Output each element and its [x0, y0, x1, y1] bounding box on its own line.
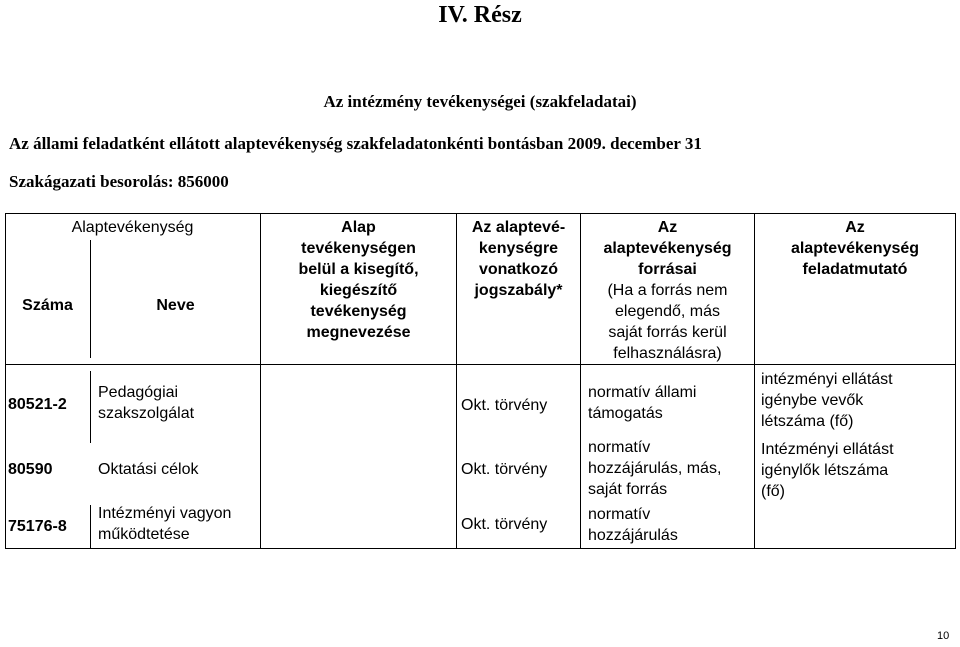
- header-sources: Az alaptevékenység forrásai (Ha a forrás nem elegendő, más saját forrás kerül felhasználásra): [603, 219, 732, 362]
- row2-number: 80590: [8, 461, 53, 478]
- table-border-left: [5, 213, 6, 549]
- row3-sources: normatív hozzájárulás: [588, 506, 678, 544]
- col-divider: [90, 371, 91, 443]
- classification: Szakágazati besorolás: 856000: [9, 172, 229, 191]
- row2-legislation: Okt. törvény: [461, 461, 548, 478]
- header-main-activity: Alaptevékenység: [71, 219, 194, 236]
- part-title: IV. Rész: [438, 2, 522, 28]
- row2-sources: normatív hozzájárulás, más, saját forrás: [588, 439, 722, 498]
- row2-indicator: Intézményi ellátást igénylők létszáma (fő): [761, 441, 894, 500]
- row3-legislation: Okt. törvény: [461, 516, 548, 533]
- subtitle: Az állami feladatként ellátott alaptevékenység szakfeladatonkénti bontásban 2009. december 31: [9, 134, 702, 153]
- table-border-top: [5, 213, 956, 214]
- header-number: Száma: [22, 297, 73, 314]
- row-divider: [5, 364, 956, 365]
- header-indicator: Az alaptevékenység feladatmutató: [790, 219, 920, 278]
- row1-number: 80521-2: [8, 396, 67, 413]
- table-border-bottom: [5, 548, 956, 549]
- row3-number: 75176-8: [8, 518, 67, 535]
- header-supplementary: Alap tevékenységen belül a kisegítő, kiegészítő tevékenység megnevezése: [298, 219, 419, 341]
- row1-indicator: intézményi ellátást igénybe vevők létszáma (fő): [761, 371, 893, 430]
- row1-name: Pedagógiai szakszolgálat: [98, 384, 195, 422]
- table-border-right: [955, 213, 956, 549]
- row1-legislation: Okt. törvény: [461, 397, 548, 414]
- row1-sources: normatív állami támogatás: [588, 384, 697, 422]
- header-legislation: Az alaptevé- kenységre vonatkozó jogszabály*: [471, 219, 566, 299]
- row3-name: Intézményi vagyon működtetése: [98, 505, 232, 543]
- header-name: Neve: [156, 297, 195, 314]
- row2-name: Oktatási célok: [98, 461, 199, 478]
- col-divider: [90, 505, 91, 549]
- section-title: Az intézmény tevékenységei (szakfeladatai): [323, 92, 637, 111]
- page-number: 10: [937, 630, 950, 642]
